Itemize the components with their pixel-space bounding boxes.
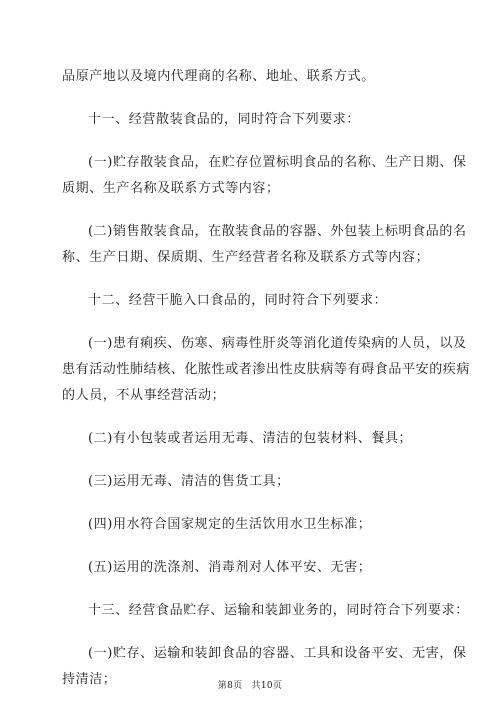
paragraph	[62, 555, 450, 581]
text-line: 十二、经营干脆入口食品的，同时符合下列要求：	[88, 293, 388, 308]
paragraph	[62, 469, 450, 495]
text-line: 十三、经营食品贮存、运输和装卸业务的，同时符合下列要求：	[88, 603, 469, 618]
paragraph	[62, 107, 450, 133]
text-line: 持清洁；	[62, 672, 117, 687]
text-line: (三)运用无毒、清洁的售货工具；	[88, 474, 290, 489]
text-line: (一)贮存散装食品，在贮存位置标明食品的名称、生产日期、保	[88, 155, 467, 170]
text-line: 的人员，不从事经营活动；	[62, 388, 226, 403]
text-line: 品原产地以及境内代理商的名称、地址、联系方式。	[62, 69, 375, 84]
paragraph	[62, 426, 450, 452]
text-line: 质期、生产名称及联系方式等内容；	[62, 181, 280, 196]
document-body	[62, 64, 471, 710]
paragraph	[62, 512, 450, 538]
text-line: (四)用水符合国家规定的生活饮用水卫生标准；	[88, 517, 372, 532]
paragraph	[62, 598, 469, 624]
page-footer	[0, 680, 500, 692]
paragraph	[62, 219, 467, 271]
paragraph	[62, 150, 467, 202]
text-line: (二)有小包装或者运用无毒、清洁的包装材料、餐具；	[88, 431, 413, 446]
text-line: (二)销售散装食品，在散装食品的容器、外包装上标明食品的名	[88, 224, 467, 239]
page-total: 共10页	[251, 681, 283, 691]
text-line: (五)运用的洗涤剂、消毒剂对人体平安、无害；	[88, 560, 372, 575]
text-line: 患有活动性肺结核、化脓性或者渗出性皮肤病等有碍食品平安的疾病	[62, 362, 471, 377]
paragraph	[62, 64, 450, 90]
text-line: 十一、经营散装食品的，同时符合下列要求：	[88, 112, 361, 127]
text-line: (一)贮存、运输和装卸食品的容器、工具和设备平安、无害，保	[88, 646, 467, 661]
text-line: 称、生产日期、保质期、生产经营者名称及联系方式等内容；	[62, 250, 430, 265]
text-line: (一)患有痢疾、伤寒、病毒性肝炎等消化道传染病的人员，以及	[88, 336, 467, 351]
paragraph	[62, 288, 450, 314]
paragraph	[62, 331, 471, 409]
page-number: 第8页	[217, 681, 243, 691]
